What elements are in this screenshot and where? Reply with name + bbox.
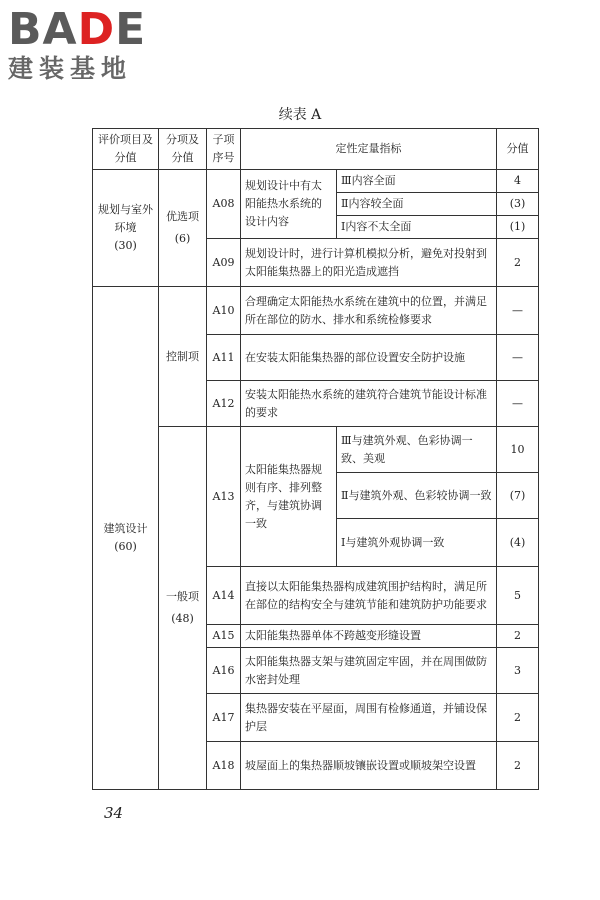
row-score: — (497, 381, 539, 427)
row-id: A13 (207, 427, 241, 567)
header-subitem: 分项及分值 (159, 129, 207, 170)
brand-logo (8, 6, 146, 84)
row-text: 规划设计中有太阳能热水系统的设计内容 (241, 170, 337, 239)
row-text: 太阳能集热器单体不跨越变形缝设置 (241, 625, 497, 648)
level-score: 10 (497, 427, 539, 473)
table-row (93, 427, 539, 473)
level-text: Ⅲ内容全面 (337, 170, 497, 193)
level-score: (1) (497, 216, 539, 239)
row-id: A08 (207, 170, 241, 239)
logo-subtitle: 建装基地 (8, 54, 133, 83)
row-text: 直接以太阳能集热器构成建筑围护结构时，满足所在部位的结构安全与建筑节能和建筑防护功能要求 (241, 567, 497, 625)
level-text: Ⅰ与建筑外观协调一致 (337, 519, 497, 567)
subgroup-control: 控制项 (159, 287, 207, 427)
level-text: Ⅱ与建筑外观、色彩较协调一致 (337, 473, 497, 519)
row-score: 2 (497, 625, 539, 648)
row-id: A17 (207, 694, 241, 742)
table-row (93, 287, 539, 335)
row-score: — (497, 335, 539, 381)
row-score: 2 (497, 742, 539, 790)
level-score: (4) (497, 519, 539, 567)
row-text: 规划设计时，进行计算机模拟分析，避免对投射到太阳能集热器上的阳光造成遮挡 (241, 239, 497, 287)
page-number: 34 (104, 804, 124, 822)
group-planning: 规划与室外环境 (30) (93, 170, 159, 287)
level-score: (3) (497, 193, 539, 216)
row-text: 安装太阳能热水系统的建筑符合建筑节能设计标准的要求 (241, 381, 497, 427)
row-text: 太阳能集热器支架与建筑固定牢固，并在周围做防水密封处理 (241, 648, 497, 694)
level-text: Ⅰ内容不太全面 (337, 216, 497, 239)
table-title: 续表 A (278, 107, 322, 123)
row-text: 在安装太阳能集热器的部位设置安全防护设施 (241, 335, 497, 381)
row-text: 集热器安装在平屋面，周围有检修通道，并铺设保护层 (241, 694, 497, 742)
group-building-design: 建筑设计 (60) (93, 287, 159, 790)
header-row (93, 129, 539, 170)
header-score: 分值 (497, 129, 539, 170)
level-text: Ⅱ内容较全面 (337, 193, 497, 216)
evaluation-table (92, 128, 539, 790)
header-item: 评价项目及分值 (93, 129, 159, 170)
row-score: 5 (497, 567, 539, 625)
header-number: 子项序号 (207, 129, 241, 170)
row-id: A11 (207, 335, 241, 381)
row-score: 2 (497, 239, 539, 287)
row-id: A14 (207, 567, 241, 625)
header-indicator: 定性定量指标 (241, 129, 497, 170)
row-score: 3 (497, 648, 539, 694)
row-id: A15 (207, 625, 241, 648)
subgroup-preferred: 优选项 (6) (159, 170, 207, 287)
row-id: A16 (207, 648, 241, 694)
level-text: Ⅲ与建筑外观、色彩协调一致、美观 (337, 427, 497, 473)
subgroup-general: 一般项 (48) (159, 427, 207, 790)
table-row (93, 170, 539, 193)
row-id: A09 (207, 239, 241, 287)
row-text: 合理确定太阳能热水系统在建筑中的位置，并满足所在部位的防水、排水和系统检修要求 (241, 287, 497, 335)
row-score: — (497, 287, 539, 335)
level-score: 4 (497, 170, 539, 193)
level-score: (7) (497, 473, 539, 519)
row-id: A12 (207, 381, 241, 427)
row-text: 太阳能集热器规则有序、排列整齐，与建筑协调一致 (241, 427, 337, 567)
row-id: A10 (207, 287, 241, 335)
row-id: A18 (207, 742, 241, 790)
logo-wordmark: BADE (8, 4, 147, 55)
row-score: 2 (497, 694, 539, 742)
row-text: 坡屋面上的集热器顺坡镶嵌设置或顺坡架空设置 (241, 742, 497, 790)
